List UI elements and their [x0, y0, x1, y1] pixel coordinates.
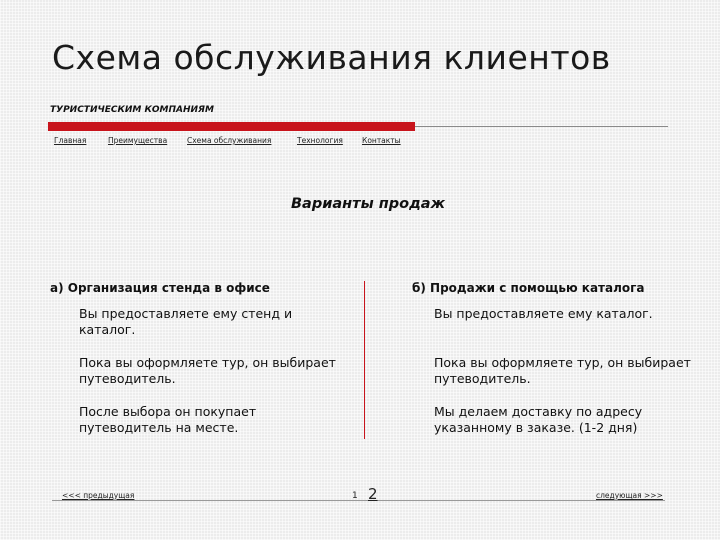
nav-link-service-scheme[interactable]: Схема обслуживания — [187, 136, 272, 145]
next-page-link[interactable]: следующая >>> — [596, 491, 663, 500]
column-b-item: Мы делаем доставку по адресу указанному в заказе. (1-2 дня) — [434, 404, 643, 435]
footer-divider — [52, 500, 665, 501]
nav-link-home[interactable]: Главная — [54, 136, 87, 145]
prev-page-link[interactable]: <<< предыдущая — [62, 491, 135, 500]
column-a-title: а) Организация стенда в офисе — [50, 281, 270, 295]
nav-link-advantages[interactable]: Преимущества — [108, 136, 168, 145]
red-accent-bar — [48, 122, 415, 131]
column-b-item: Пока вы оформляете тур, он выбирает путеводитель. — [434, 355, 691, 386]
page-number-link[interactable]: 2 — [368, 485, 378, 503]
page-title: Схема обслуживания клиентов — [52, 38, 611, 77]
subtitle: ТУРИСТИЧЕСКИМ КОМПАНИЯМ — [50, 105, 214, 115]
column-b-item: Вы предоставляете ему каталог. — [434, 306, 653, 321]
column-b-title: б) Продажи с помощью каталога — [412, 281, 645, 295]
column-divider — [364, 281, 365, 439]
column-a-item: Вы предоставляете ему стенд и каталог. — [79, 306, 293, 337]
header-divider — [415, 126, 668, 127]
page-number-current: 1 — [352, 491, 358, 501]
nav-link-technology[interactable]: Технология — [297, 136, 343, 145]
nav-link-contacts[interactable]: Контакты — [362, 136, 401, 145]
column-a-item: После выбора он покупает путеводитель на месте. — [79, 404, 257, 435]
column-a-item: Пока вы оформляете тур, он выбирает путеводитель. — [79, 355, 336, 386]
section-heading: Варианты продаж — [290, 196, 446, 212]
